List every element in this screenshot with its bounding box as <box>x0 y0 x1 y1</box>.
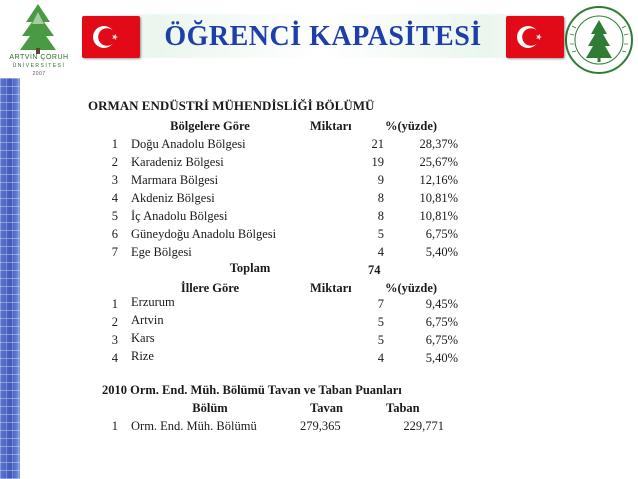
region-name: Doğu Anadolu Bölgesi <box>131 137 246 151</box>
region-name: Ege Bölgesi <box>131 245 192 259</box>
row-number: 2 <box>111 315 118 329</box>
provinces-header-percent: %(yüzde) <box>385 281 438 295</box>
row-number: 1 <box>111 297 118 311</box>
region-count: 9 <box>377 173 384 187</box>
region-count: 8 <box>377 209 384 223</box>
score-max: 279,365 <box>300 419 341 433</box>
region-name: Marmara Bölgesi <box>131 173 219 187</box>
university-name: ARTVİN ÇORUH ÜNİVERSİTESİ 2007 <box>9 54 69 77</box>
region-percent: 12,16% <box>419 173 458 187</box>
regions-header-count: Miktarı <box>310 119 352 133</box>
region-count: 5 <box>377 227 384 241</box>
region-name: Akdeniz Bölgesi <box>131 191 215 205</box>
region-count: 19 <box>371 155 384 169</box>
provinces-header-count: Miktarı <box>310 281 352 295</box>
province-percent: 6,75% <box>425 315 458 329</box>
region-name: Güneydoğu Anadolu Bölgesi <box>131 227 277 241</box>
region-percent: 5,40% <box>425 245 458 259</box>
row-number: 3 <box>111 173 118 187</box>
region-name: Karadeniz Bölgesi <box>131 155 224 169</box>
province-percent: 5,40% <box>425 351 458 365</box>
region-count: 8 <box>377 191 384 205</box>
forestry-faculty-seal <box>562 4 636 76</box>
row-number: 6 <box>111 227 118 241</box>
region-percent: 10,81% <box>419 191 458 205</box>
province-count: 4 <box>377 351 384 365</box>
province-count: 5 <box>377 333 384 347</box>
total-value: 74 <box>368 263 381 277</box>
row-number: 3 <box>111 333 118 347</box>
page-title: ÖĞRENCİ KAPASİTESİ <box>164 21 482 52</box>
province-name: Artvin <box>131 313 164 327</box>
province-percent: 6,75% <box>425 333 458 347</box>
region-percent: 25,67% <box>419 155 458 169</box>
region-percent: 10,81% <box>419 209 458 223</box>
total-label: Toplam <box>229 261 271 275</box>
provinces-header-name: İllere Göre <box>180 281 240 295</box>
scores-title: 2010 Orm. End. Müh. Bölümü Tavan ve Taban Puanları <box>102 383 402 397</box>
region-percent: 28,37% <box>419 137 458 151</box>
row-number: 2 <box>111 155 118 169</box>
province-count: 5 <box>377 315 384 329</box>
score-min: 229,771 <box>403 419 444 433</box>
row-number: 5 <box>111 209 118 223</box>
region-count: 4 <box>377 245 384 259</box>
score-dept: Orm. End. Müh. Bölümü <box>131 419 257 433</box>
province-count: 7 <box>377 297 384 311</box>
regions-header-percent: %(yüzde) <box>385 119 438 133</box>
scores-header-min: Taban <box>386 401 420 415</box>
turkish-flag-icon <box>506 16 564 58</box>
turkish-flag-icon <box>82 16 140 58</box>
regions-header-name: Bölgelere Göre <box>170 119 250 133</box>
region-count: 21 <box>371 137 384 151</box>
region-name: İç Anadolu Bölgesi <box>131 209 228 223</box>
scores-header-dept: Bölüm <box>192 401 228 415</box>
scores-header-max: Tavan <box>310 401 343 415</box>
province-name: Kars <box>131 331 155 345</box>
province-name: Erzurum <box>131 295 175 309</box>
region-percent: 6,75% <box>425 227 458 241</box>
province-name: Rize <box>131 349 154 363</box>
row-number: 1 <box>111 137 118 151</box>
row-number: 1 <box>111 419 118 433</box>
row-number: 4 <box>111 351 118 365</box>
row-number: 4 <box>111 191 118 205</box>
row-number: 7 <box>111 245 118 259</box>
decorative-side-bar <box>0 78 20 479</box>
province-percent: 9,45% <box>425 297 458 311</box>
department-heading: ORMAN ENDÜSTRİ MÜHENDİSLİĞİ BÖLÜMÜ <box>88 98 375 113</box>
